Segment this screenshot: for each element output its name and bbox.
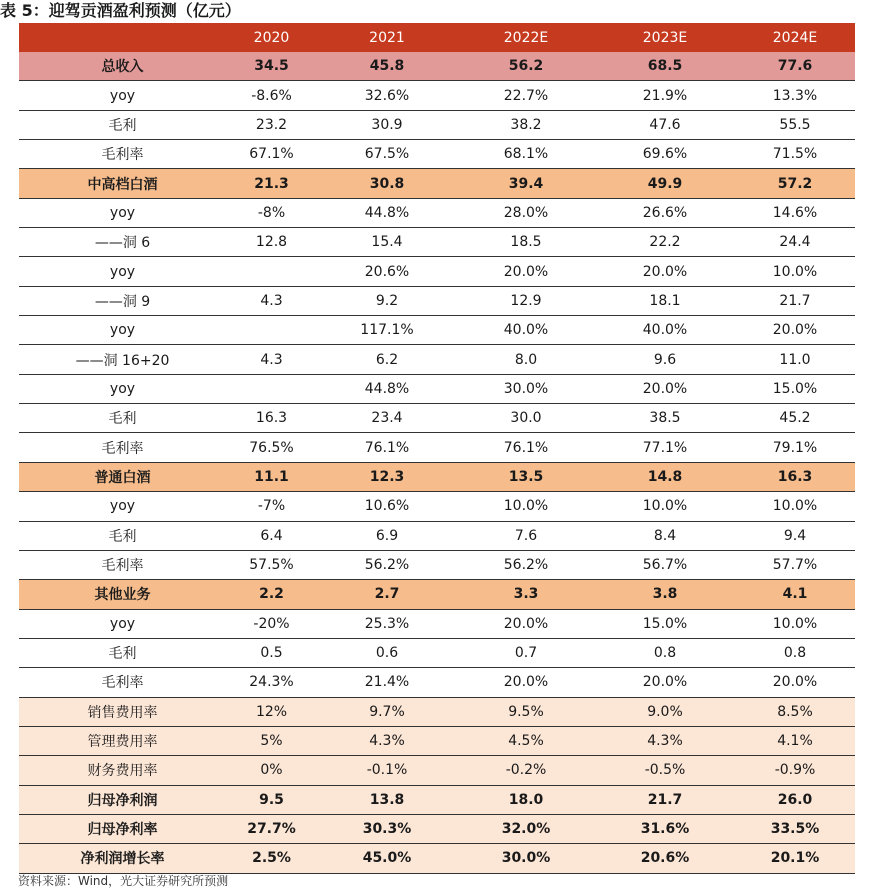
value-cell: -0.5%	[595, 756, 735, 785]
table-row	[19, 550, 855, 579]
row-label-cell: 毛利	[19, 110, 226, 139]
value-cell: 24.3%	[226, 668, 317, 697]
table-row	[19, 580, 855, 609]
value-cell: 15.0%	[735, 374, 855, 403]
table-row	[19, 110, 855, 139]
value-cell: 10.0%	[595, 492, 735, 521]
row-label-cell: 普通白酒	[19, 462, 226, 491]
value-cell: 49.9	[595, 169, 735, 198]
value-cell: 0.5	[226, 638, 317, 667]
value-cell: 45.0%	[317, 844, 457, 873]
table-row	[19, 257, 855, 286]
row-label-cell: ——洞 6	[19, 228, 226, 257]
table-row	[19, 697, 855, 726]
value-cell: 45.2	[735, 404, 855, 433]
value-cell: 68.5	[595, 52, 735, 81]
value-cell: 4.5%	[457, 726, 595, 755]
value-cell: 56.7%	[595, 550, 735, 579]
value-cell: 30.9	[317, 110, 457, 139]
value-cell: 12.3	[317, 462, 457, 491]
table-row	[19, 316, 855, 345]
value-cell: 23.4	[317, 404, 457, 433]
value-cell: 2.7	[317, 580, 457, 609]
value-cell: 77.1%	[595, 433, 735, 462]
value-cell: 21.3	[226, 169, 317, 198]
value-cell: 13.3%	[735, 81, 855, 110]
value-cell: 21.7	[595, 785, 735, 814]
table-row	[19, 785, 855, 814]
value-cell: 20.0%	[457, 668, 595, 697]
row-label-cell: 销售费用率	[19, 697, 226, 726]
value-cell: 38.2	[457, 110, 595, 139]
header-year-cell: 2023E	[595, 23, 735, 52]
value-cell: 0%	[226, 756, 317, 785]
table-title: 表 5：迎驾贡酒盈利预测（亿元）	[0, 1, 241, 20]
value-cell: 20.0%	[457, 257, 595, 286]
value-cell: 30.0%	[457, 374, 595, 403]
value-cell: 12.8	[226, 228, 317, 257]
value-cell: 4.3%	[595, 726, 735, 755]
value-cell: 22.7%	[457, 81, 595, 110]
row-label-cell: yoy	[19, 257, 226, 286]
value-cell: 34.5	[226, 52, 317, 81]
value-cell: 20.0%	[595, 257, 735, 286]
value-cell: 13.8	[317, 785, 457, 814]
row-label-cell: ——洞 9	[19, 286, 226, 315]
value-cell: 20.6%	[317, 257, 457, 286]
value-cell: 20.0%	[735, 316, 855, 345]
value-cell: 0.8	[595, 638, 735, 667]
value-cell: 38.5	[595, 404, 735, 433]
value-cell: 21.7	[735, 286, 855, 315]
value-cell: 9.5	[226, 785, 317, 814]
value-cell: 30.0	[457, 404, 595, 433]
value-cell: 18.0	[457, 785, 595, 814]
value-cell: 18.1	[595, 286, 735, 315]
value-cell: 18.5	[457, 228, 595, 257]
value-cell: 13.5	[457, 462, 595, 491]
value-cell: 15.0%	[595, 609, 735, 638]
value-cell: 31.6%	[595, 814, 735, 843]
value-cell: 30.0%	[457, 844, 595, 873]
value-cell: 10.0%	[735, 609, 855, 638]
table-row	[19, 52, 855, 81]
value-cell: 12.9	[457, 286, 595, 315]
header-year-cell: 2020	[226, 23, 317, 52]
row-label-cell: 总收入	[19, 52, 226, 81]
row-label-cell: 毛利率	[19, 433, 226, 462]
value-cell	[226, 257, 317, 286]
profit-forecast-table	[19, 23, 855, 874]
value-cell: 2.5%	[226, 844, 317, 873]
table-row	[19, 462, 855, 491]
value-cell: 8.4	[595, 521, 735, 550]
value-cell: -8%	[226, 198, 317, 227]
value-cell: 16.3	[226, 404, 317, 433]
row-label-cell: 管理费用率	[19, 726, 226, 755]
table-row	[19, 433, 855, 462]
value-cell: 8.5%	[735, 697, 855, 726]
value-cell: 25.3%	[317, 609, 457, 638]
value-cell: 0.6	[317, 638, 457, 667]
value-cell: -0.1%	[317, 756, 457, 785]
value-cell: 16.3	[735, 462, 855, 491]
table-row	[19, 756, 855, 785]
table-row	[19, 345, 855, 374]
value-cell: 47.6	[595, 110, 735, 139]
value-cell: 22.2	[595, 228, 735, 257]
value-cell: 7.6	[457, 521, 595, 550]
value-cell: 32.0%	[457, 814, 595, 843]
value-cell: 117.1%	[317, 316, 457, 345]
row-label-cell: yoy	[19, 316, 226, 345]
value-cell: 68.1%	[457, 140, 595, 169]
value-cell: 40.0%	[457, 316, 595, 345]
value-cell: 20.0%	[735, 668, 855, 697]
value-cell: 56.2%	[457, 550, 595, 579]
value-cell: 6.9	[317, 521, 457, 550]
value-cell: 20.0%	[457, 609, 595, 638]
table-row	[19, 609, 855, 638]
value-cell: 67.5%	[317, 140, 457, 169]
value-cell: 4.3%	[317, 726, 457, 755]
header-year-cell: 2021	[317, 23, 457, 52]
table-row	[19, 844, 855, 873]
value-cell: -20%	[226, 609, 317, 638]
value-cell: -8.6%	[226, 81, 317, 110]
header-row	[19, 23, 855, 52]
value-cell: 10.0%	[735, 257, 855, 286]
value-cell: 0.8	[735, 638, 855, 667]
value-cell: 24.4	[735, 228, 855, 257]
value-cell: 14.6%	[735, 198, 855, 227]
row-label-cell: 毛利	[19, 404, 226, 433]
value-cell: 30.8	[317, 169, 457, 198]
table-row	[19, 521, 855, 550]
row-label-cell: 净利润增长率	[19, 844, 226, 873]
value-cell: 20.1%	[735, 844, 855, 873]
value-cell: 26.6%	[595, 198, 735, 227]
value-cell: 39.4	[457, 169, 595, 198]
table-row	[19, 726, 855, 755]
value-cell	[226, 316, 317, 345]
table-row	[19, 492, 855, 521]
row-label-cell: 毛利率	[19, 140, 226, 169]
value-cell: -7%	[226, 492, 317, 521]
table-row	[19, 228, 855, 257]
value-cell: 55.5	[735, 110, 855, 139]
value-cell: 21.4%	[317, 668, 457, 697]
value-cell: 6.4	[226, 521, 317, 550]
value-cell: 20.0%	[595, 668, 735, 697]
row-label-cell: 毛利	[19, 638, 226, 667]
value-cell: 45.8	[317, 52, 457, 81]
value-cell: 71.5%	[735, 140, 855, 169]
row-label-cell: yoy	[19, 374, 226, 403]
value-cell: 44.8%	[317, 198, 457, 227]
value-cell: 23.2	[226, 110, 317, 139]
value-cell: 57.2	[735, 169, 855, 198]
value-cell: 4.1%	[735, 726, 855, 755]
value-cell: 15.4	[317, 228, 457, 257]
value-cell: 32.6%	[317, 81, 457, 110]
value-cell: 9.0%	[595, 697, 735, 726]
value-cell: 10.0%	[735, 492, 855, 521]
value-cell: 40.0%	[595, 316, 735, 345]
value-cell: 0.7	[457, 638, 595, 667]
value-cell: 9.4	[735, 521, 855, 550]
row-label-cell: 中高档白酒	[19, 169, 226, 198]
value-cell: -0.9%	[735, 756, 855, 785]
value-cell: 30.3%	[317, 814, 457, 843]
table-row	[19, 140, 855, 169]
header-year-cell: 2022E	[457, 23, 595, 52]
value-cell: 8.0	[457, 345, 595, 374]
row-label-cell: 毛利	[19, 521, 226, 550]
value-cell: 11.0	[735, 345, 855, 374]
row-label-cell: yoy	[19, 492, 226, 521]
value-cell: 6.2	[317, 345, 457, 374]
value-cell: 9.5%	[457, 697, 595, 726]
value-cell: 9.7%	[317, 697, 457, 726]
value-cell: 14.8	[595, 462, 735, 491]
value-cell: 57.5%	[226, 550, 317, 579]
row-label-cell: 归母净利润	[19, 785, 226, 814]
value-cell: 76.1%	[457, 433, 595, 462]
value-cell: 56.2%	[317, 550, 457, 579]
value-cell: 4.3	[226, 286, 317, 315]
row-label-cell: 毛利率	[19, 550, 226, 579]
value-cell	[226, 374, 317, 403]
table-row	[19, 404, 855, 433]
value-cell: 76.5%	[226, 433, 317, 462]
value-cell: 5%	[226, 726, 317, 755]
value-cell: 44.8%	[317, 374, 457, 403]
table-row	[19, 169, 855, 198]
value-cell: 3.3	[457, 580, 595, 609]
row-label-cell: 毛利率	[19, 668, 226, 697]
row-label-cell: 其他业务	[19, 580, 226, 609]
table-row	[19, 198, 855, 227]
table-row	[19, 668, 855, 697]
row-label-cell: ——洞 16+20	[19, 345, 226, 374]
value-cell: 2.2	[226, 580, 317, 609]
row-label-cell: 财务费用率	[19, 756, 226, 785]
value-cell: 9.2	[317, 286, 457, 315]
value-cell: 20.0%	[595, 374, 735, 403]
value-cell: 21.9%	[595, 81, 735, 110]
value-cell: 28.0%	[457, 198, 595, 227]
value-cell: 4.3	[226, 345, 317, 374]
value-cell: 27.7%	[226, 814, 317, 843]
table-row	[19, 814, 855, 843]
value-cell: -0.2%	[457, 756, 595, 785]
table-row	[19, 638, 855, 667]
value-cell: 9.6	[595, 345, 735, 374]
table-row	[19, 374, 855, 403]
value-cell: 10.6%	[317, 492, 457, 521]
value-cell: 33.5%	[735, 814, 855, 843]
value-cell: 12%	[226, 697, 317, 726]
value-cell: 67.1%	[226, 140, 317, 169]
table-row	[19, 286, 855, 315]
header-corner-cell	[19, 23, 226, 52]
value-cell: 4.1	[735, 580, 855, 609]
row-label-cell: yoy	[19, 609, 226, 638]
value-cell: 10.0%	[457, 492, 595, 521]
row-label-cell: yoy	[19, 81, 226, 110]
value-cell: 26.0	[735, 785, 855, 814]
value-cell: 20.6%	[595, 844, 735, 873]
value-cell: 56.2	[457, 52, 595, 81]
value-cell: 79.1%	[735, 433, 855, 462]
value-cell: 3.8	[595, 580, 735, 609]
table-row	[19, 81, 855, 110]
value-cell: 11.1	[226, 462, 317, 491]
value-cell: 77.6	[735, 52, 855, 81]
source-note: 资料来源：Wind，光大证券研究所预测	[18, 874, 229, 888]
header-year-cell: 2024E	[735, 23, 855, 52]
value-cell: 69.6%	[595, 140, 735, 169]
row-label-cell: yoy	[19, 198, 226, 227]
value-cell: 76.1%	[317, 433, 457, 462]
value-cell: 57.7%	[735, 550, 855, 579]
row-label-cell: 归母净利率	[19, 814, 226, 843]
